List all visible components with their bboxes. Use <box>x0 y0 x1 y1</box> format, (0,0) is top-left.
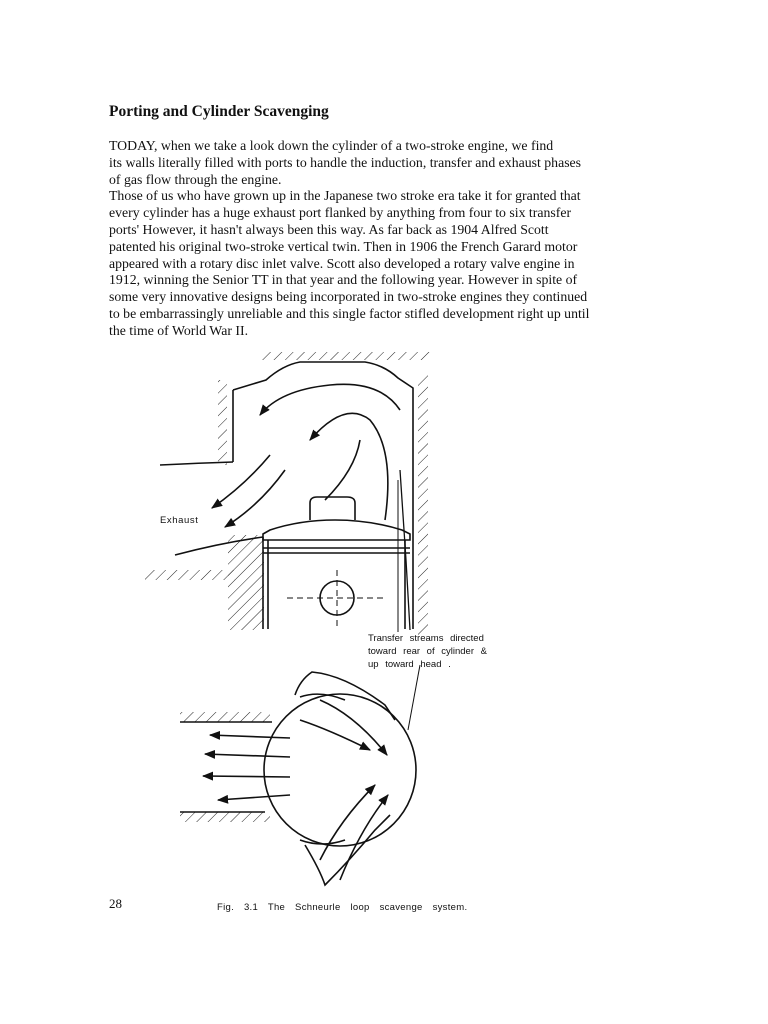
paragraph-line: ports' However, it hasn't always been this way. As far back as 1904 Alfred Scott <box>109 221 549 237</box>
body-paragraph <box>109 138 669 340</box>
section-heading: Porting and Cylinder Scavenging <box>109 103 329 120</box>
paragraph-line: to be embarrassingly unreliable and this single factor stifled development right up until <box>109 305 590 321</box>
paragraph-line: patented his original two-stroke vertical twin. Then in 1906 the French Garard motor <box>109 238 578 254</box>
paragraph-line: its walls literally filled with ports to handle the induction, transfer and exhaust phases <box>109 154 582 170</box>
schneurle-loop-diagram <box>140 345 510 895</box>
transfer-label-line: up toward head . <box>368 659 451 670</box>
paragraph-line: appeared with a rotary disc inlet valve. Scott also developed a rotary valve engine in <box>109 255 575 271</box>
transfer-streams-label <box>368 632 487 671</box>
paragraph-line: 1912, winning the Senior TT in that year and the following year. However in spite of <box>109 272 578 288</box>
paragraph-line: Those of us who have grown up in the Japanese two stroke era take it for granted that <box>109 188 581 204</box>
paragraph-line: some very innovative designs being incorporated in two-stroke engines they continued <box>109 289 588 305</box>
paragraph-line: every cylinder has a huge exhaust port flanked by anything from four to six transfer <box>109 205 572 221</box>
cylinder-plan-view <box>180 672 416 885</box>
paragraph-line: of gas flow through the engine. <box>109 171 282 187</box>
exhaust-label: Exhaust <box>160 515 199 526</box>
transfer-label-line: toward rear of cylinder & <box>368 646 487 657</box>
transfer-label-line: Transfer streams directed <box>368 633 484 644</box>
figure-caption: Fig. 3.1 The Schneurle loop scavenge system. <box>217 902 468 913</box>
paragraph-line: TODAY, when we take a look down the cylinder of a two-stroke engine, we find <box>109 138 554 153</box>
cylinder-side-view <box>145 352 430 635</box>
page-number: 28 <box>109 896 122 911</box>
paragraph-line: the time of World War II. <box>109 322 249 338</box>
